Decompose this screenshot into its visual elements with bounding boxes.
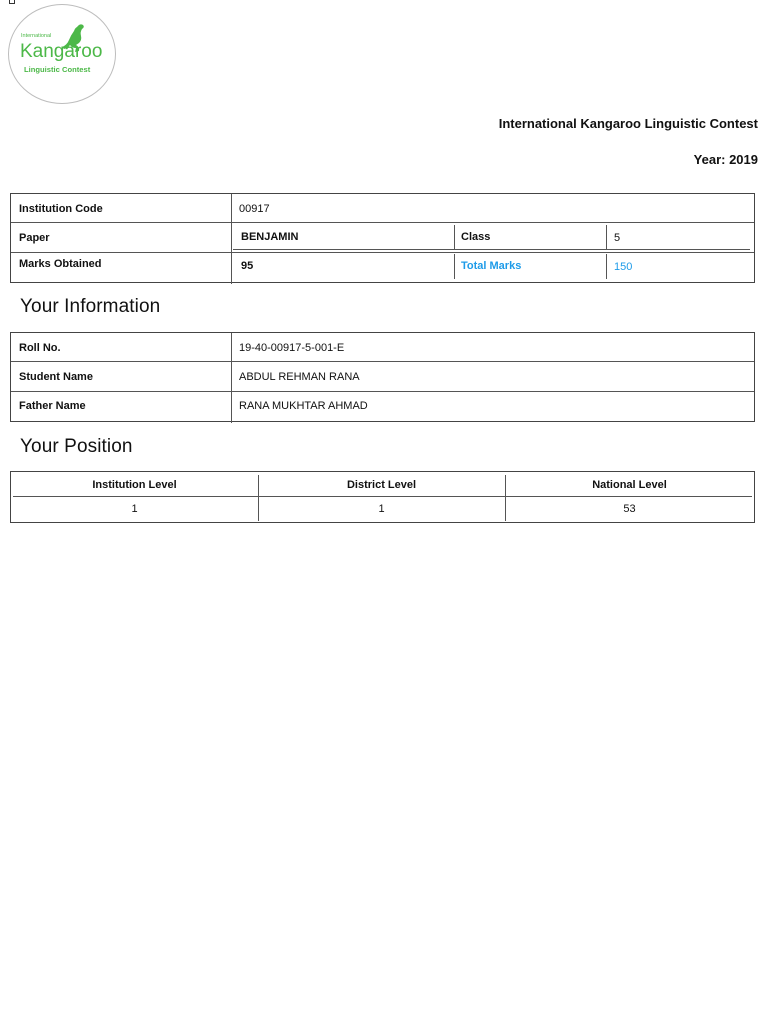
marks-obtained-value: 95 <box>241 260 254 272</box>
your-information-heading: Your Information <box>20 296 161 317</box>
district-level-header: District Level <box>346 479 417 491</box>
paper-label: Paper <box>19 232 50 244</box>
logo-top-text: International <box>21 33 52 39</box>
roll-no-label: Roll No. <box>19 342 61 354</box>
national-level-header: National Level <box>592 479 667 491</box>
student-name-value: ABDUL REHMAN RANA <box>239 371 360 383</box>
kangaroo-logo-graphic <box>9 5 117 105</box>
father-name-value: RANA MUKHTAR AHMAD <box>239 400 368 412</box>
exam-details-table <box>10 193 755 283</box>
student-info-table <box>10 332 755 422</box>
contest-year: Year: 2019 <box>693 152 758 167</box>
marks-obtained-label: Marks Obtained <box>19 258 102 270</box>
national-level-value: 53 <box>623 503 636 515</box>
your-position-heading: Your Position <box>20 436 133 457</box>
class-label: Class <box>461 231 491 243</box>
roll-no-value: 19-40-00917-5-001-E <box>239 342 345 354</box>
total-marks-value: 150 <box>614 261 633 273</box>
contest-title: International Kangaroo Linguistic Contest <box>498 116 758 131</box>
corner-mark <box>9 0 15 4</box>
father-name-label: Father Name <box>19 400 86 412</box>
logo-brand-text: Kangaroo <box>20 41 103 62</box>
position-table <box>10 471 755 523</box>
district-level-value: 1 <box>378 503 385 515</box>
institution-code-value: 00917 <box>239 203 270 215</box>
logo-bottom-text: Linguistic Contest <box>24 65 91 74</box>
contest-logo <box>8 4 116 104</box>
student-name-label: Student Name <box>19 371 93 383</box>
institution-code-label: Institution Code <box>19 203 103 215</box>
paper-value: BENJAMIN <box>241 231 299 243</box>
class-value: 5 <box>614 232 621 244</box>
institution-level-value: 1 <box>131 503 138 515</box>
institution-level-header: Institution Level <box>92 479 177 491</box>
total-marks-label: Total Marks <box>461 260 522 272</box>
